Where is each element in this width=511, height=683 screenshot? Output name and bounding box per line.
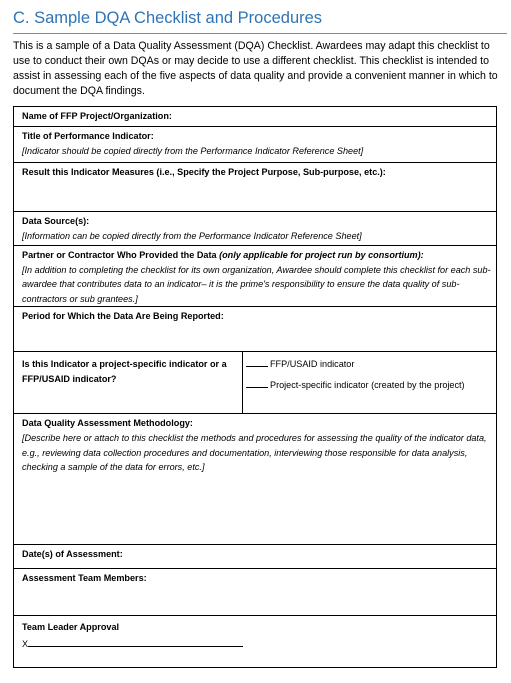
data-source-field[interactable] [14, 212, 497, 246]
field-note: [Describe here or attach to this checklist the methods and procedures for assessing the quality of the indicator data, e.g., reviewing data collection procedures and documentation, interviewing those responsible for data analysis, checking a sample of the data for errors, etc.] [22, 432, 487, 473]
signature-line[interactable] [22, 637, 496, 652]
field-label: Data Source(s): [22, 216, 90, 226]
project-specific-option[interactable] [246, 378, 496, 393]
project-name-field[interactable] [14, 107, 497, 127]
indicator-title-field[interactable] [14, 127, 497, 163]
ffp-usaid-option[interactable] [246, 357, 496, 372]
field-qualifier: (only applicable for project run by consortium): [219, 250, 424, 260]
option-label: FFP/USAID indicator [270, 359, 355, 370]
team-members-field[interactable] [14, 569, 497, 616]
page-title: C. Sample DQA Checklist and Procedures [13, 9, 323, 27]
field-note: [Information can be copied directly from the Performance Indicator Reference Sheet] [22, 230, 362, 241]
team-leader-approval-field[interactable] [14, 616, 497, 668]
option-label: Project-specific indicator (created by the project) [270, 379, 465, 390]
field-label: Result this Indicator Measures (i.e., Specify the Project Purpose, Sub-purpose, etc.): [22, 167, 386, 177]
table-row [14, 246, 497, 307]
field-label: Team Leader Approval [22, 622, 120, 633]
indicator-type-options [243, 352, 497, 414]
table-row [14, 545, 497, 569]
field-label: Date(s) of Assessment: [22, 549, 123, 560]
intro-paragraph: This is a sample of a Data Quality Assessment (DQA) Checklist. Awardees may adapt this checklist to use to conduct their own DQAs or may decide to use a different checklist. This checklist is intended to assist in assessing each of the five aspects of data quality and provide a convenient manner in which to document the DQA findings. [13, 40, 498, 97]
partner-field[interactable] [14, 246, 497, 307]
methodology-field[interactable] [14, 414, 497, 545]
signature-blank[interactable] [28, 637, 243, 647]
field-label: Partner or Contractor Who Provided the Data [22, 250, 217, 260]
signature-mark: X [22, 638, 29, 649]
field-note: [In addition to completing the checklist for its own organization, Awardee should complete this checklist for each sub-awardee that contributes data to an indicator– it is the prime's responsibility to ensure the data quality of sub-contractors or sub grantees.] [22, 264, 491, 304]
table-row [14, 569, 497, 616]
indicator-type-question [14, 352, 243, 414]
field-label: Title of Performance Indicator: [22, 131, 154, 141]
field-label: Assessment Team Members: [22, 573, 147, 584]
field-label: Name of FFP Project/Organization: [22, 111, 172, 121]
checkbox-blank[interactable] [246, 357, 268, 367]
field-label: Period for Which the Data Are Being Reported: [22, 311, 224, 322]
reporting-period-field[interactable] [14, 307, 497, 352]
table-row [14, 127, 497, 163]
table-row [14, 107, 497, 127]
field-note: [Indicator should be copied directly from the Performance Indicator Reference Sheet] [22, 145, 364, 156]
result-measured-field[interactable] [14, 163, 497, 212]
table-row [14, 212, 497, 246]
checkbox-blank[interactable] [246, 378, 268, 388]
table-row [14, 414, 497, 545]
table-row [14, 616, 497, 668]
field-label: Data Quality Assessment Methodology: [22, 418, 193, 429]
table-row [14, 163, 497, 212]
table-row [14, 307, 497, 352]
table-row [14, 352, 497, 414]
field-label: Is this Indicator a project-specific indicator or a FFP/USAID indicator? [22, 359, 227, 384]
title-divider [13, 33, 507, 34]
assessment-dates-field[interactable] [14, 545, 497, 569]
dqa-checklist-table [13, 106, 497, 668]
